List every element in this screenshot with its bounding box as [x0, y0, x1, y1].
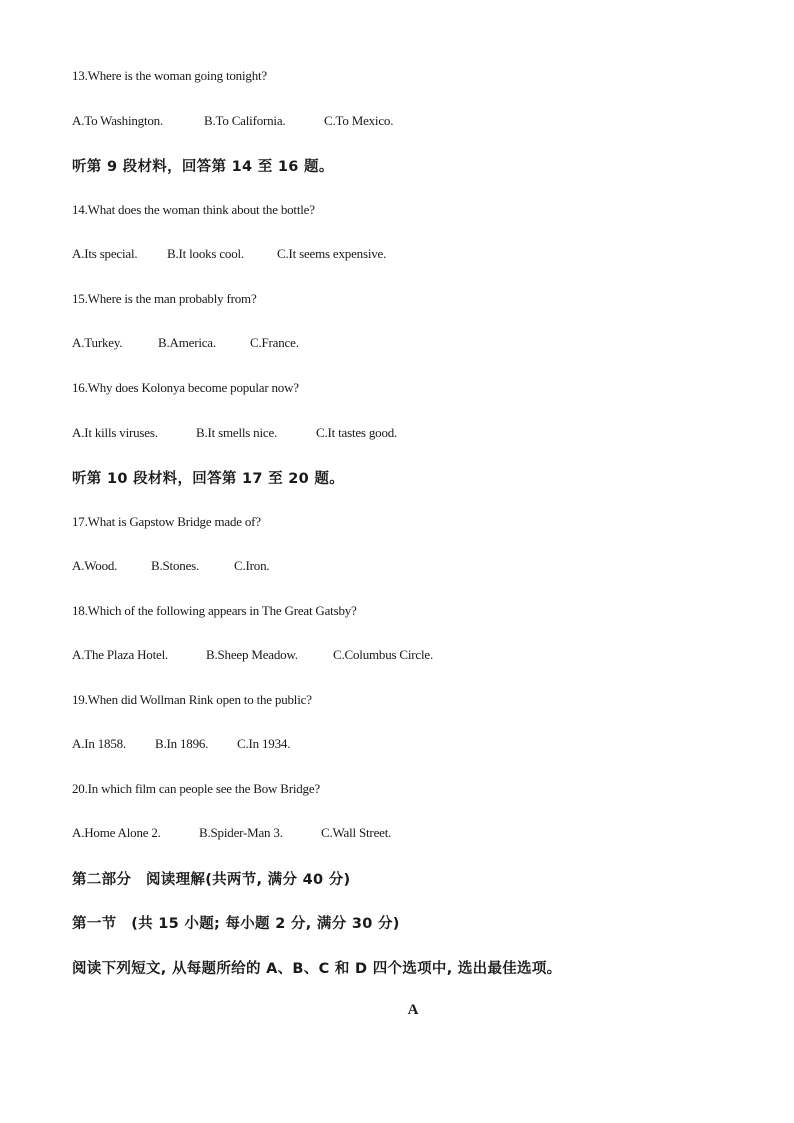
option-20-b: B.Spider-Man 3. — [199, 825, 283, 840]
option-19-a: A.In 1858. — [72, 736, 126, 751]
options-18 — [72, 647, 433, 663]
option-19-b: B.In 1896. — [155, 736, 209, 751]
question-17: 17.What is Gapstow Bridge made of? — [72, 514, 261, 529]
option-20-a: A.Home Alone 2. — [72, 825, 161, 840]
option-18-b: B.Sheep Meadow. — [206, 647, 298, 662]
question-13: 13.Where is the woman going tonight? — [72, 68, 267, 83]
option-16-b: B.It smells nice. — [196, 425, 278, 440]
reading-instruction: 阅读下列短文, 从每题所给的 A、B、C 和 D 四个选项中, 选出最佳选项。 — [72, 961, 562, 977]
option-19-c: C.In 1934. — [237, 736, 291, 751]
option-18-a: A.The Plaza Hotel. — [72, 647, 169, 662]
question-15: 15.Where is the man probably from? — [72, 291, 257, 306]
section-10-heading: 听第 10 段材料，回答第 17 至 20 题。 — [72, 471, 345, 487]
option-14-b: B.It looks cool. — [167, 246, 244, 261]
option-13-b: B.To California. — [204, 113, 286, 128]
option-20-c: C.Wall Street. — [321, 825, 392, 840]
option-15-c: C.France. — [250, 335, 299, 350]
option-14-a: A.Its special. — [72, 246, 138, 261]
options-14 — [72, 246, 386, 262]
option-18-c: C.Columbus Circle. — [333, 647, 434, 662]
option-16-a: A.It kills viruses. — [72, 425, 158, 440]
options-19 — [72, 736, 290, 752]
question-19: 19.When did Wollman Rink open to the public? — [72, 692, 312, 707]
options-16 — [72, 425, 397, 441]
section-1-heading: 第一节 (共 15 小题; 每小题 2 分, 满分 30 分) — [72, 916, 400, 932]
option-15-b: B.America. — [158, 335, 216, 350]
option-13-a: A.To Washington. — [72, 113, 164, 128]
passage-letter: A — [407, 1002, 419, 1018]
option-17-c: C.Iron. — [234, 558, 270, 573]
section-9-heading: 听第 9 段材料，回答第 14 至 16 题。 — [72, 159, 334, 175]
question-16: 16.Why does Kolonya become popular now? — [72, 380, 299, 395]
option-13-c: C.To Mexico. — [324, 113, 394, 128]
option-15-a: A.Turkey. — [72, 335, 123, 350]
question-18: 18.Which of the following appears in The Great Gatsby? — [72, 603, 357, 618]
options-13 — [72, 113, 393, 129]
option-17-a: A.Wood. — [72, 558, 118, 573]
options-20 — [72, 825, 391, 841]
option-14-c: C.It seems expensive. — [277, 246, 387, 261]
part-2-heading: 第二部分 阅读理解(共两节, 满分 40 分) — [72, 872, 351, 888]
question-20: 20.In which film can people see the Bow Bridge? — [72, 781, 320, 796]
option-17-b: B.Stones. — [151, 558, 200, 573]
question-14: 14.What does the woman think about the bottle? — [72, 202, 315, 217]
options-15 — [72, 335, 299, 351]
option-16-c: C.It tastes good. — [316, 425, 398, 440]
options-17 — [72, 558, 269, 574]
